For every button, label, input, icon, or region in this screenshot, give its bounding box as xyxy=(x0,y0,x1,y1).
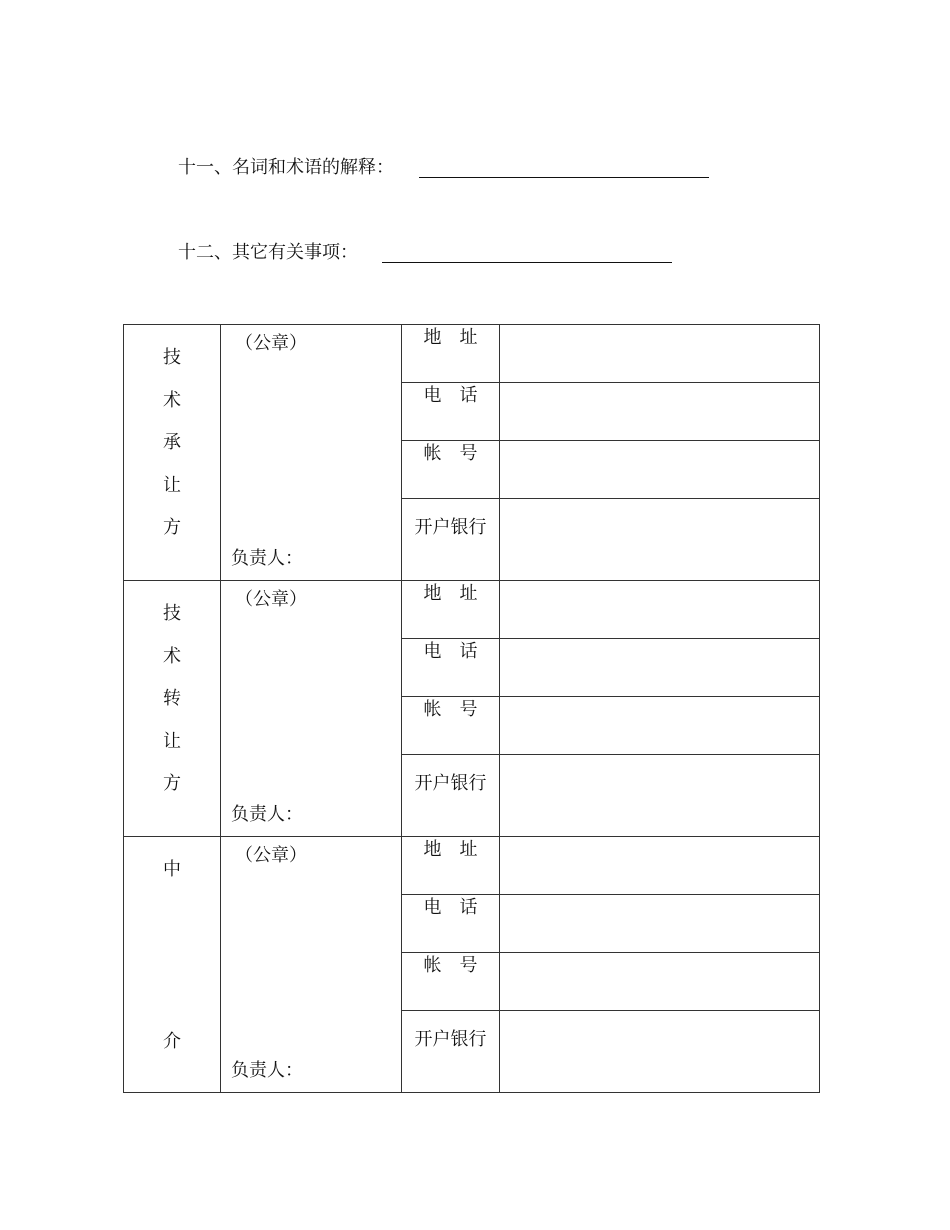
party-1-char: 让 xyxy=(163,474,181,496)
clause-12-label: 十二、其它有关事项： xyxy=(178,242,358,263)
clause-11 xyxy=(178,156,394,180)
party-1-responsible-label: 负责人： xyxy=(231,548,303,569)
party-2-phone-label: 电 话 xyxy=(402,639,500,697)
party-3-row-address xyxy=(124,837,820,895)
party-2-address-label: 地 址 xyxy=(402,581,500,639)
party-1-phone-label: 电 话 xyxy=(402,383,500,441)
party-3-address-field[interactable] xyxy=(500,837,820,895)
party-2-char: 转 xyxy=(163,688,181,709)
clause-12-fill-line[interactable] xyxy=(382,261,672,263)
party-2-name xyxy=(124,581,221,837)
party-1-row-address xyxy=(124,325,820,383)
party-1-account-label: 帐 号 xyxy=(402,441,500,499)
party-1-stamp-cell[interactable] xyxy=(221,325,402,581)
party-3-account-label: 帐 号 xyxy=(402,953,500,1011)
party-2-stamp-label: （公章） xyxy=(235,589,307,610)
party-2-char: 方 xyxy=(163,773,181,794)
party-2-account-field[interactable] xyxy=(500,697,820,755)
party-2-row-address xyxy=(124,581,820,639)
party-3-name xyxy=(124,837,221,1093)
party-1-bank-label: 开户银行 xyxy=(402,499,500,581)
party-2-stamp-cell[interactable] xyxy=(221,581,402,837)
party-3-char: 中 xyxy=(163,859,181,880)
clause-11-label: 十一、名词和术语的解释： xyxy=(178,157,394,178)
party-3-address-label: 地 址 xyxy=(402,837,500,895)
party-1-phone-field[interactable] xyxy=(500,383,820,441)
party-2-account-label: 帐 号 xyxy=(402,697,500,755)
party-3-responsible-label: 负责人： xyxy=(231,1060,303,1081)
party-3-stamp-cell[interactable] xyxy=(221,837,402,1093)
party-1-char: 术 xyxy=(163,389,181,411)
party-3-phone-label: 电 话 xyxy=(402,895,500,953)
signature-table xyxy=(123,324,820,1093)
clause-11-fill-line[interactable] xyxy=(419,176,709,178)
party-1-address-field[interactable] xyxy=(500,325,820,383)
clause-12 xyxy=(178,241,358,265)
party-3-phone-field[interactable] xyxy=(500,895,820,953)
party-1-address-label: 地 址 xyxy=(402,325,500,383)
party-3-bank-field[interactable] xyxy=(500,1011,820,1093)
party-2-bank-label: 开户银行 xyxy=(402,755,500,837)
party-2-char: 术 xyxy=(163,645,181,667)
party-1-bank-field[interactable] xyxy=(500,499,820,581)
party-1-char: 方 xyxy=(163,517,181,538)
party-2-responsible-label: 负责人： xyxy=(231,804,303,825)
party-1-account-field[interactable] xyxy=(500,441,820,499)
party-2-bank-field[interactable] xyxy=(500,755,820,837)
party-2-char: 技 xyxy=(163,603,181,624)
party-3-char: 介 xyxy=(163,1031,181,1052)
party-1-char: 技 xyxy=(163,347,181,368)
party-2-phone-field[interactable] xyxy=(500,639,820,697)
party-1-name xyxy=(124,325,221,581)
party-1-char: 承 xyxy=(163,432,181,453)
party-2-address-field[interactable] xyxy=(500,581,820,639)
party-2-char: 让 xyxy=(163,730,181,752)
party-3-stamp-label: （公章） xyxy=(235,845,307,866)
party-1-stamp-label: （公章） xyxy=(235,333,307,354)
party-3-account-field[interactable] xyxy=(500,953,820,1011)
party-3-bank-label: 开户银行 xyxy=(402,1011,500,1093)
